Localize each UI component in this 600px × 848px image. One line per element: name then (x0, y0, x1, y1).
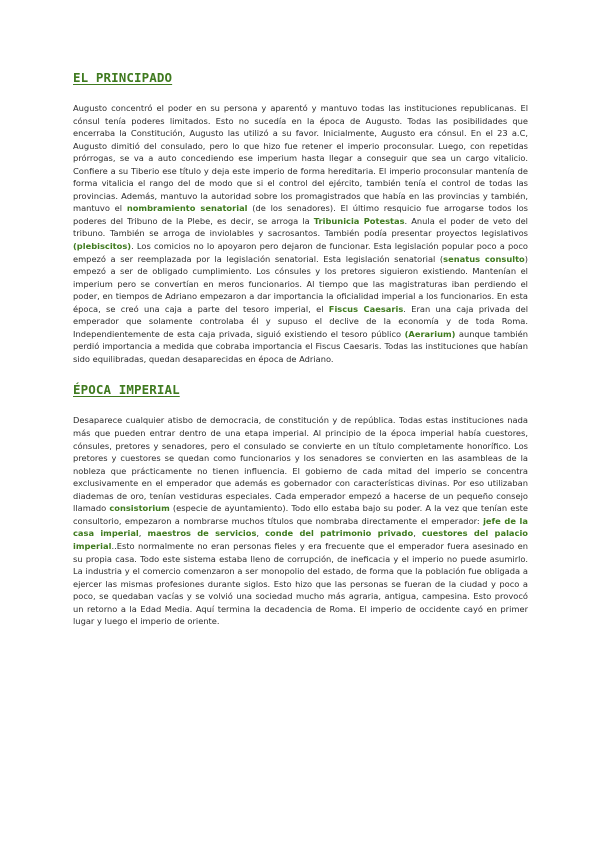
section-title-principado: EL PRINCIPADO (73, 70, 173, 85)
highlight-term: nombramiento senatorial (126, 203, 248, 214)
highlight-term: Fiscus Caesaris (328, 303, 404, 314)
highlight-term: cuestores del palacio imperial (73, 528, 528, 551)
text-run: . Anula el poder de veto del tribuno. También se arroga de inviolables y sacrosantos. También podía presentar proyectos legislativos (73, 215, 528, 239)
highlight-term: Tribunicia Potestas (313, 215, 405, 226)
section-epoca-imperial (73, 382, 528, 627)
text-run: Desaparece cualquier atisbo de democracia, de constitución y de república. Todas estas instituciones nada más que pueden entrar dentro de una etapa imperial. Al principio de la época imperial había cuestores, cónsules, pretores y senadores, pero el consulado se convierte en un título completamente honorífico. Los pretores y cuestores se quedan como funcionarios y los senadores se convierten en las asambleas de la nobleza que prácticamente no tienen influencia. El gobierno de cada mitad del imperio se concentra exclusivamente en el emperador que además es gobernador con características divinas. Por eso utilizaban diademas de oro, tenían vestiduras especiales. Cada emperador empezó a hacerse de un pequeño consejo llamado (73, 415, 528, 514)
text-run: (de los senadores). El último resquicio fue arrogarse todos los poderes del Tribuno de la Plebe, es decir, se arroga la (73, 203, 528, 226)
text-run: ..Esto normalmente no eran personas fieles y era frecuente que el emperador fuera asesinado en su propia casa. Todo este sistema estaba lleno de corrupción, de ineficacia y el imperio no puede asumirlo. La industria y el comercio comenzaron a ser monopolio del estado, de forma que la población fue obligada a ejercer las mismas profesiones durante siglos. Esto hizo que las personas se fueran de la ciudad y poco a poco, se quedaban vacías y se volvió una sociedad mucho más agraria, antigua, campesina. Esto provocó un retorno a la Edad Media. Aquí termina la decadencia de Roma. El imperio de occidente cayó en primer lugar y luego el imperio de oriente. (73, 540, 528, 627)
text-run: , (138, 528, 148, 539)
section-title-epoca-imperial: ÉPOCA IMPERIAL (73, 382, 180, 398)
text-run: . Eran una caja privada del emperador que solamente controlaba él y supuso el declive de la economía y de toda Roma. Independientemente de esta caja privada, siguió existiendo el tesoro público (73, 303, 528, 339)
highlight-term: maestros de servicios (147, 528, 257, 539)
highlight-term: conde del patrimonio privado (265, 528, 414, 539)
highlight-term: (plebiscitos) (73, 241, 132, 252)
highlight-term: jefe de la casa imperial (73, 515, 528, 539)
text-run: ) empezó a ser de obligado cumplimiento. Los cónsules y los pretores siguieron existiendo. Mantenían el imperium pero se convertían en meros funcionarios. Al tiempo que las magistraturas iban perdiendo el poder, en tiempos de Adriano empezaron a dar importancia la oficialidad imperial a los funcionarios. En esta época, se creó una caja a parte del tesoro imperial, el (73, 253, 528, 314)
text-run: . Los comicios no lo apoyaron pero dejaron de funcionar. Esta legislación popular poco a poco empezó a ser reemplazada por la legislación senatorial. Esta legislación senatorial ( (73, 241, 528, 264)
highlight-term: (Aerarium) (404, 328, 456, 339)
highlight-term: consistorium (109, 503, 170, 514)
document-content (73, 70, 528, 628)
text-run: , (256, 528, 266, 539)
paragraph-epoca-imperial (73, 414, 528, 627)
paragraph-principado (73, 102, 528, 365)
highlight-term: senatus consulto (443, 253, 525, 264)
text-run: Augusto concentró el poder en su persona y aparentó y mantuvo todas las instituciones republicanas. El cónsul tenía poderes limitados. Esto no sucedía en la época de Augusto. Todas las posibilidades que encerraba la Constitución, Augusto las utilizó a su favor. Inicialmente, Augusto era cónsul. En el 23 a.C, Augusto dimitió del consulado, pero lo que hizo fue retener el imperio proconsular. Luego, con repetidas prórrogas, se va a auto concediendo ese imperium hasta llegar a conseguir que sea un cargo vitalicio. Confiere a su Tiberio ese título y deja este imperio de forma hereditaria. El imperio proconsular mantenía de forma vitalicia el rango del de modo que si el control del ejército, también tenía el control de todas las provincias. Además, mantuvo la autoridad sobre los promagistrados que había en las provincias y también, mantuvo el (73, 103, 528, 214)
text-run: aunque también perdió importancia a medida que cobraba importancia el Fiscus Caesaris. Todas las instituciones que habían sido equilibradas, quedan desaparecidas en época de Adriano. (73, 328, 528, 364)
text-run: (especie de ayuntamiento). Todo ello estaba bajo su poder. A la vez que tenían este consultorio, empezaron a nombrarse muchos títulos que nombraba directamente el emperador: (73, 503, 529, 526)
text-run: , (413, 528, 422, 539)
